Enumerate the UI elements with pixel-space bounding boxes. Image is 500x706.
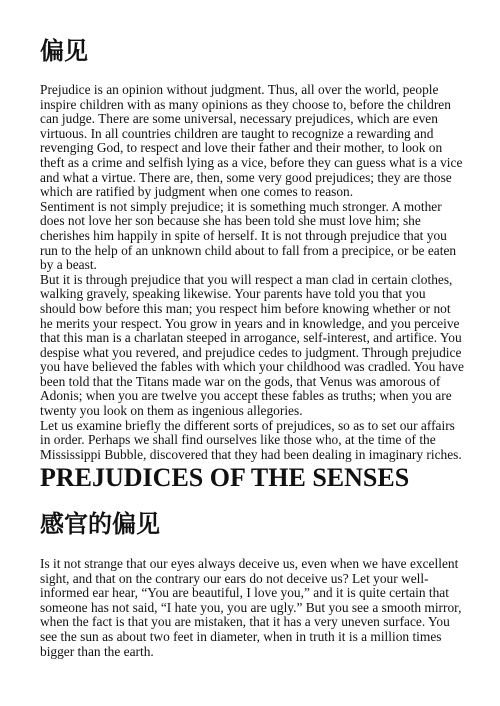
paragraph: Let us examine briefly the different sorts of prejudices, so as to set our affairs in order. Perhaps we shall find ourselves like those who, at the time of the Mississippi Bubble, discovered that they had been dealing in imaginary riches.	[40, 417, 462, 462]
section-heading-prejudice: 偏见	[40, 37, 88, 65]
paragraph: Sentiment is not simply prejudice; it is something much stronger. A mother does not love her son because she has been told she must love him; she cherishes him happily in spite of herself. It is not through prejudice that you run to the help of an unknown child about to fall from a precipice, or be eaten by a beast.	[40, 198, 457, 273]
section-body-prejudice	[40, 83, 464, 462]
paragraph: Prejudice is an opinion without judgment. Thus, all over the world, people inspire children with as many opinions as they choose to, before the children can judge. There are some universal, necessary prejudices, which are even virtuous. In all countries children are taught to recognize a rewarding and revenging God, to respect and love their father and their mother, to look on theft as a crime and selfish lying as a vice, before they can guess what is a vice and what a virtue. There are, then, some very good prejudices; they are those which are ratified by judgment when one comes to reason.	[40, 82, 463, 200]
paragraph: But it is through prejudice that you will respect a man clad in certain clothes, walking gravely, speaking likewise. Your parents have told you that you should bow before this man; you respect him before knowing whether or not he merits your respect. You grow in years and in knowledge, and you perceive that this man is a charlatan steeped in arrogance, self-interest, and artifice. You despise what you revered, and prejudice cedes to judgment. Through prejudice you have believed the fables with which your childhood was cradled. You have been told that the Titans made war on the gods, that Venus was amorous of Adonis; when you are twelve you accept these fables as truths; when you are twenty you look on them as ingenious allegories.	[40, 271, 464, 419]
section-heading-prejudices-of-the-senses: PREJUDICES OF THE SENSES	[40, 463, 410, 492]
section-heading-senses-zh: 感官的偏见	[40, 510, 160, 538]
section-body-senses	[40, 557, 464, 659]
paragraph: Is it not strange that our eyes always deceive us, even when we have excellent sight, and that on the contrary our ears do not deceive us? Let your well-informed ear hear, “You are beautiful, I love you,” and it is quite certain that someone has not said, “I hate you, you are ugly.” But you see a smooth mirror, when the fact is that you are mistaken, that it has a very uneven surface. You see the sun as about two feet in diameter, when in truth it is a million times bigger than the earth.	[40, 556, 462, 659]
